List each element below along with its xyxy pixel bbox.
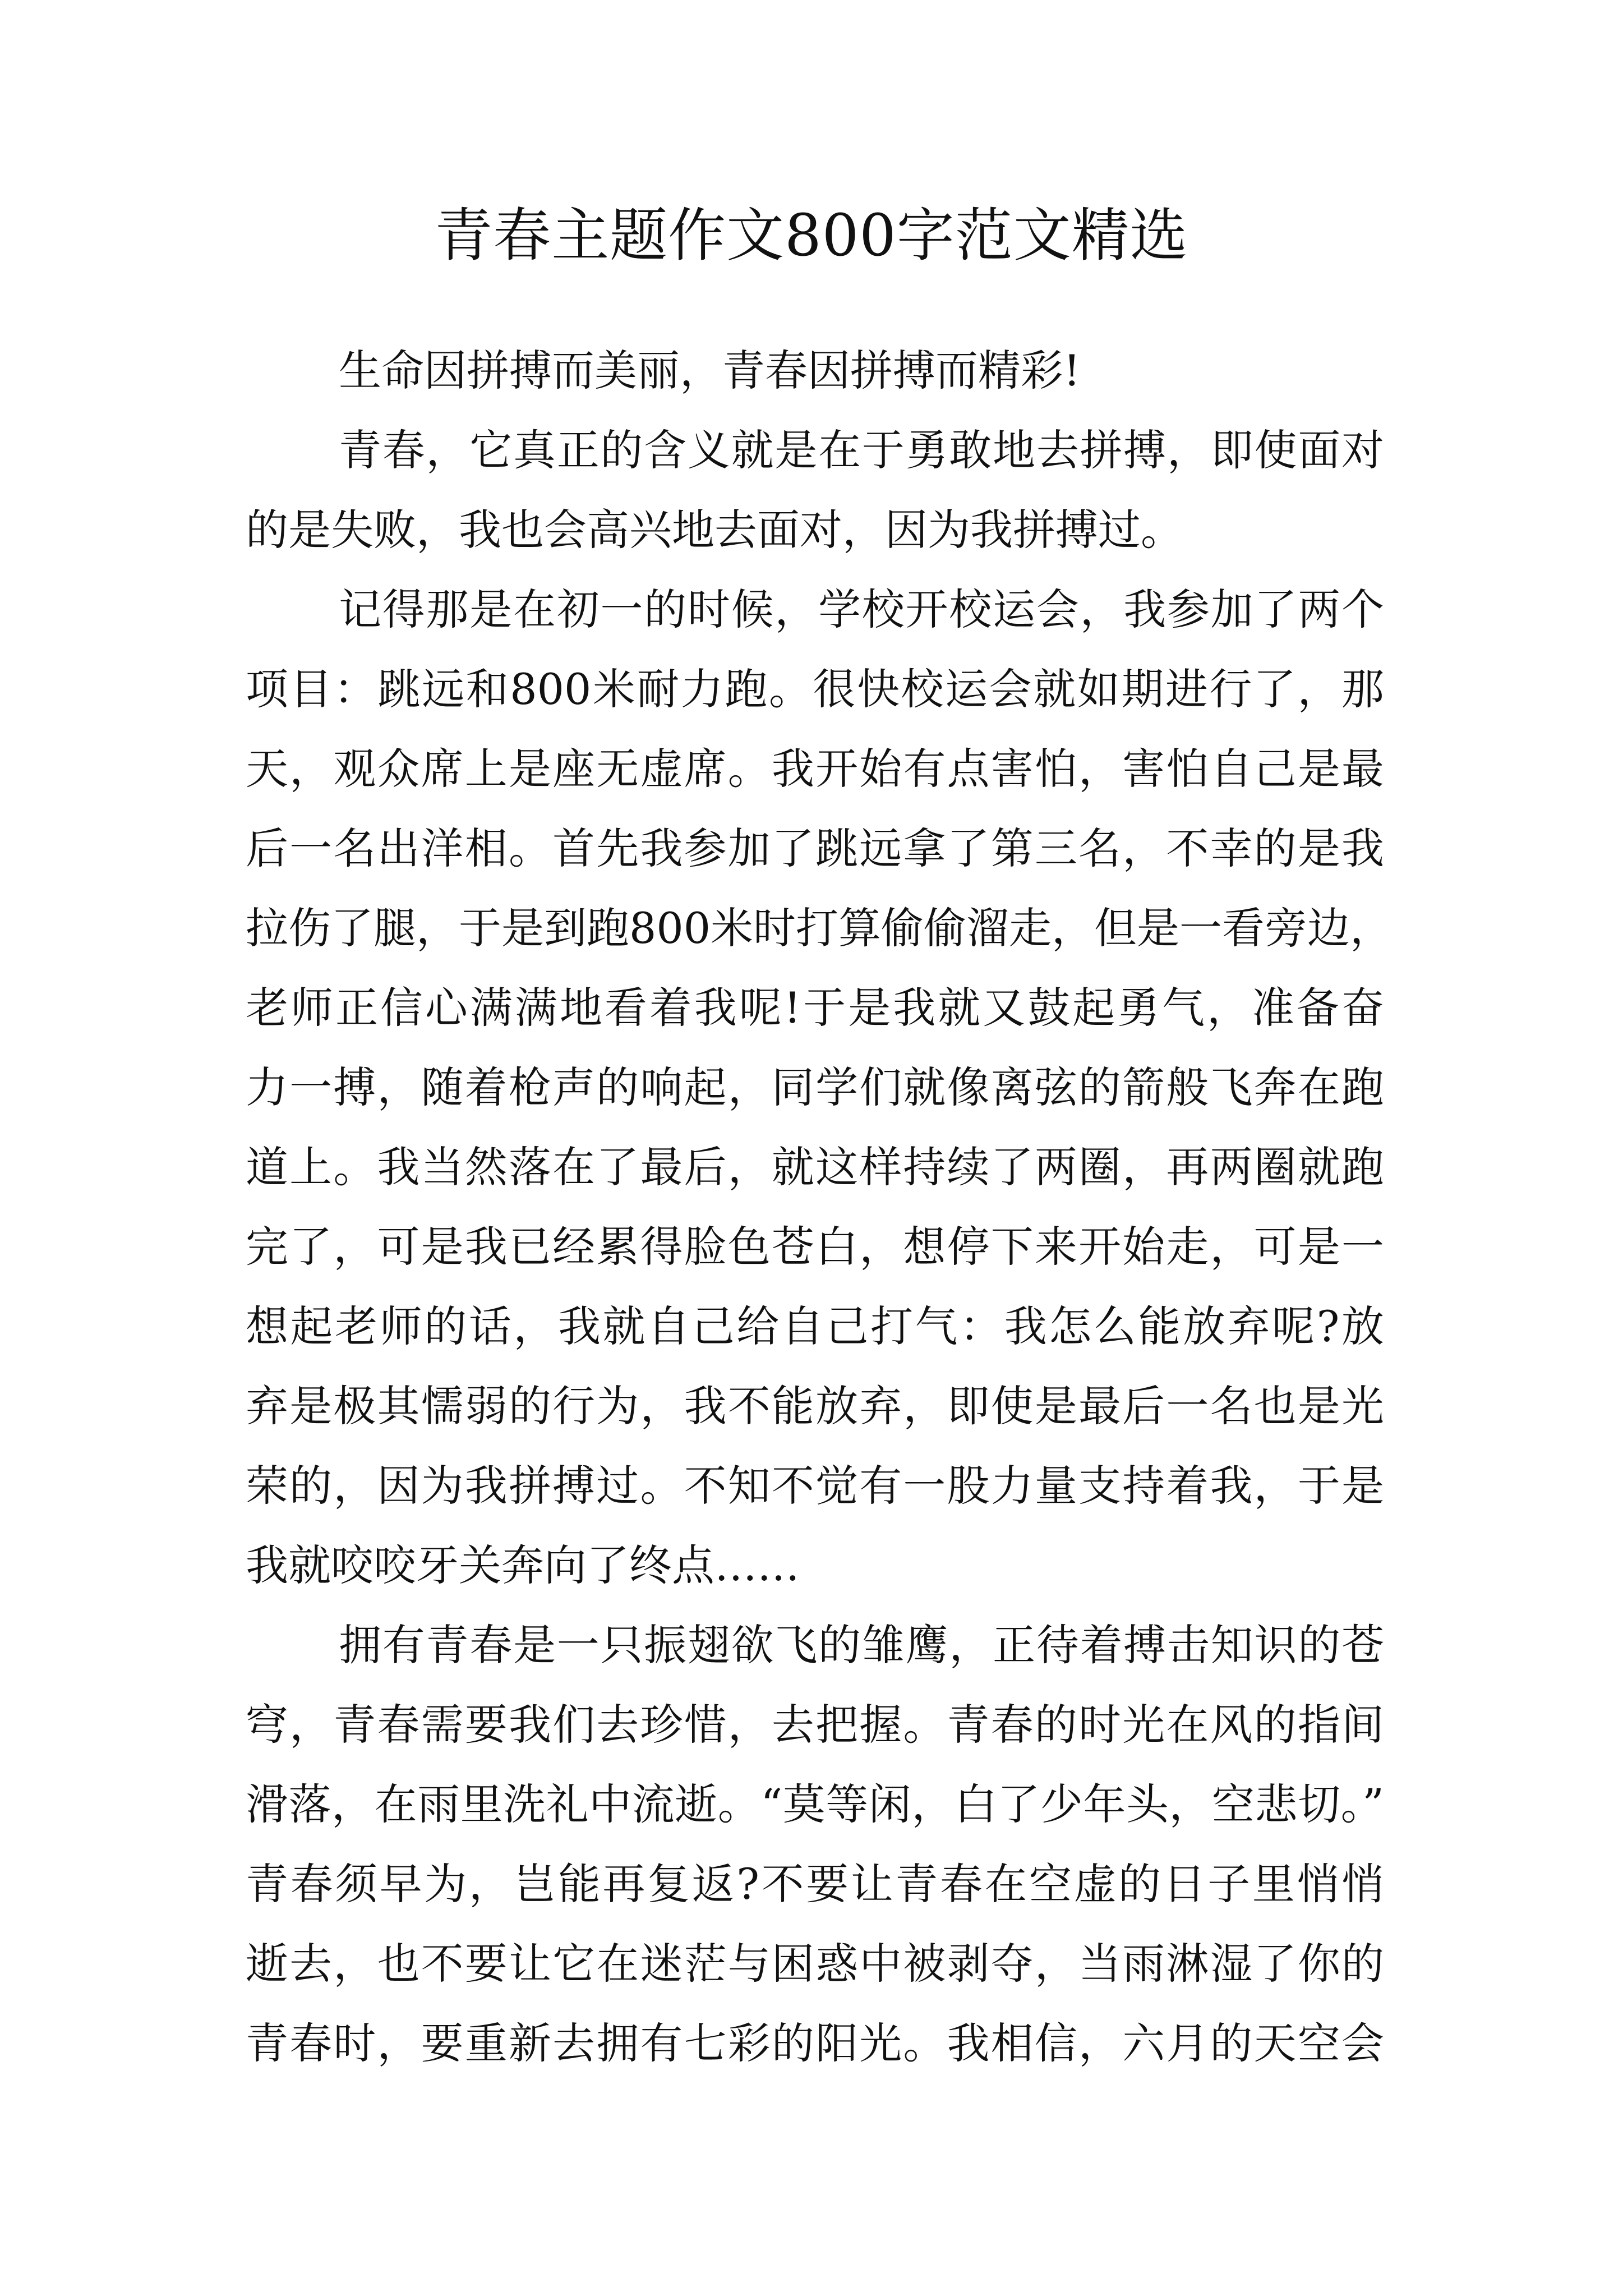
- paragraph-line: 记得那是在初一的时候，学校开校运会，我参加了两个: [339, 585, 1384, 634]
- paragraph-line: 道上。我当然落在了最后，就这样持续了两圈，再两圈就跑: [246, 1142, 1384, 1192]
- paragraph-line: 弃是极其懦弱的行为，我不能放弃，即使是最后一名也是光: [246, 1381, 1384, 1431]
- paragraph-line: 青春时，要重新去拥有七彩的阳光。我相信，六月的天空会: [246, 2018, 1384, 2068]
- paragraph-line: 的是失败，我也会高兴地去面对，因为我拼搏过。: [246, 505, 1183, 555]
- paragraph-line: 滑落，在雨里洗礼中流逝。“莫等闲，白了少年头，空悲切。”: [246, 1779, 1384, 1829]
- paragraph-line: 青春，它真正的含义就是在于勇敢地去拼搏，即使面对: [339, 425, 1384, 475]
- document-body: [246, 331, 1393, 2083]
- paragraph-line: 青春须早为，岂能再复返?不要让青春在空虚的日子里悄悄: [246, 1859, 1384, 1909]
- paragraph-line: 逝去，也不要让它在迷茫与困惑中被剥夺，当雨淋湿了你的: [246, 1939, 1384, 1989]
- paragraph-line: 项目：跳远和800米耐力跑。很快校运会就如期进行了，那: [246, 664, 1384, 714]
- paragraph-line: 力一搏，随着枪声的响起，同学们就像离弦的箭般飞奔在跑: [246, 1062, 1384, 1112]
- paragraph-line: 荣的，因为我拼搏过。不知不觉有一股力量支持着我，于是: [246, 1461, 1384, 1511]
- paragraph-line: 完了，可是我已经累得脸色苍白，想停下来开始走，可是一: [246, 1222, 1384, 1272]
- paragraph-line: 拉伤了腿，于是到跑800米时打算偷偷溜走，但是一看旁边，: [246, 903, 1393, 953]
- paragraph-line: 拥有青春是一只振翅欲飞的雏鹰，正待着搏击知识的苍: [339, 1620, 1384, 1670]
- paragraph-line: 后一名出洋相。首先我参加了跳远拿了第三名，不幸的是我: [246, 823, 1384, 873]
- paragraph-line: 生命因拼搏而美丽，青春因拼搏而精彩!: [339, 346, 1081, 395]
- paragraph-line: 我就咬咬牙关奔向了终点……: [246, 1540, 800, 1590]
- paragraph-line: 想起老师的话，我就自己给自己打气：我怎么能放弃呢?放: [246, 1301, 1384, 1351]
- paragraph-line: 穹，青春需要我们去珍惜，去把握。青春的时光在风的指间: [246, 1700, 1384, 1750]
- document-title: 青春主题作文800字范文精选: [435, 202, 1188, 269]
- paragraph-line: 老师正信心满满地看着我呢!于是我就又鼓起勇气，准备奋: [246, 983, 1384, 1033]
- paragraph-line: 天，观众席上是座无虚席。我开始有点害怕，害怕自己是最: [246, 744, 1384, 794]
